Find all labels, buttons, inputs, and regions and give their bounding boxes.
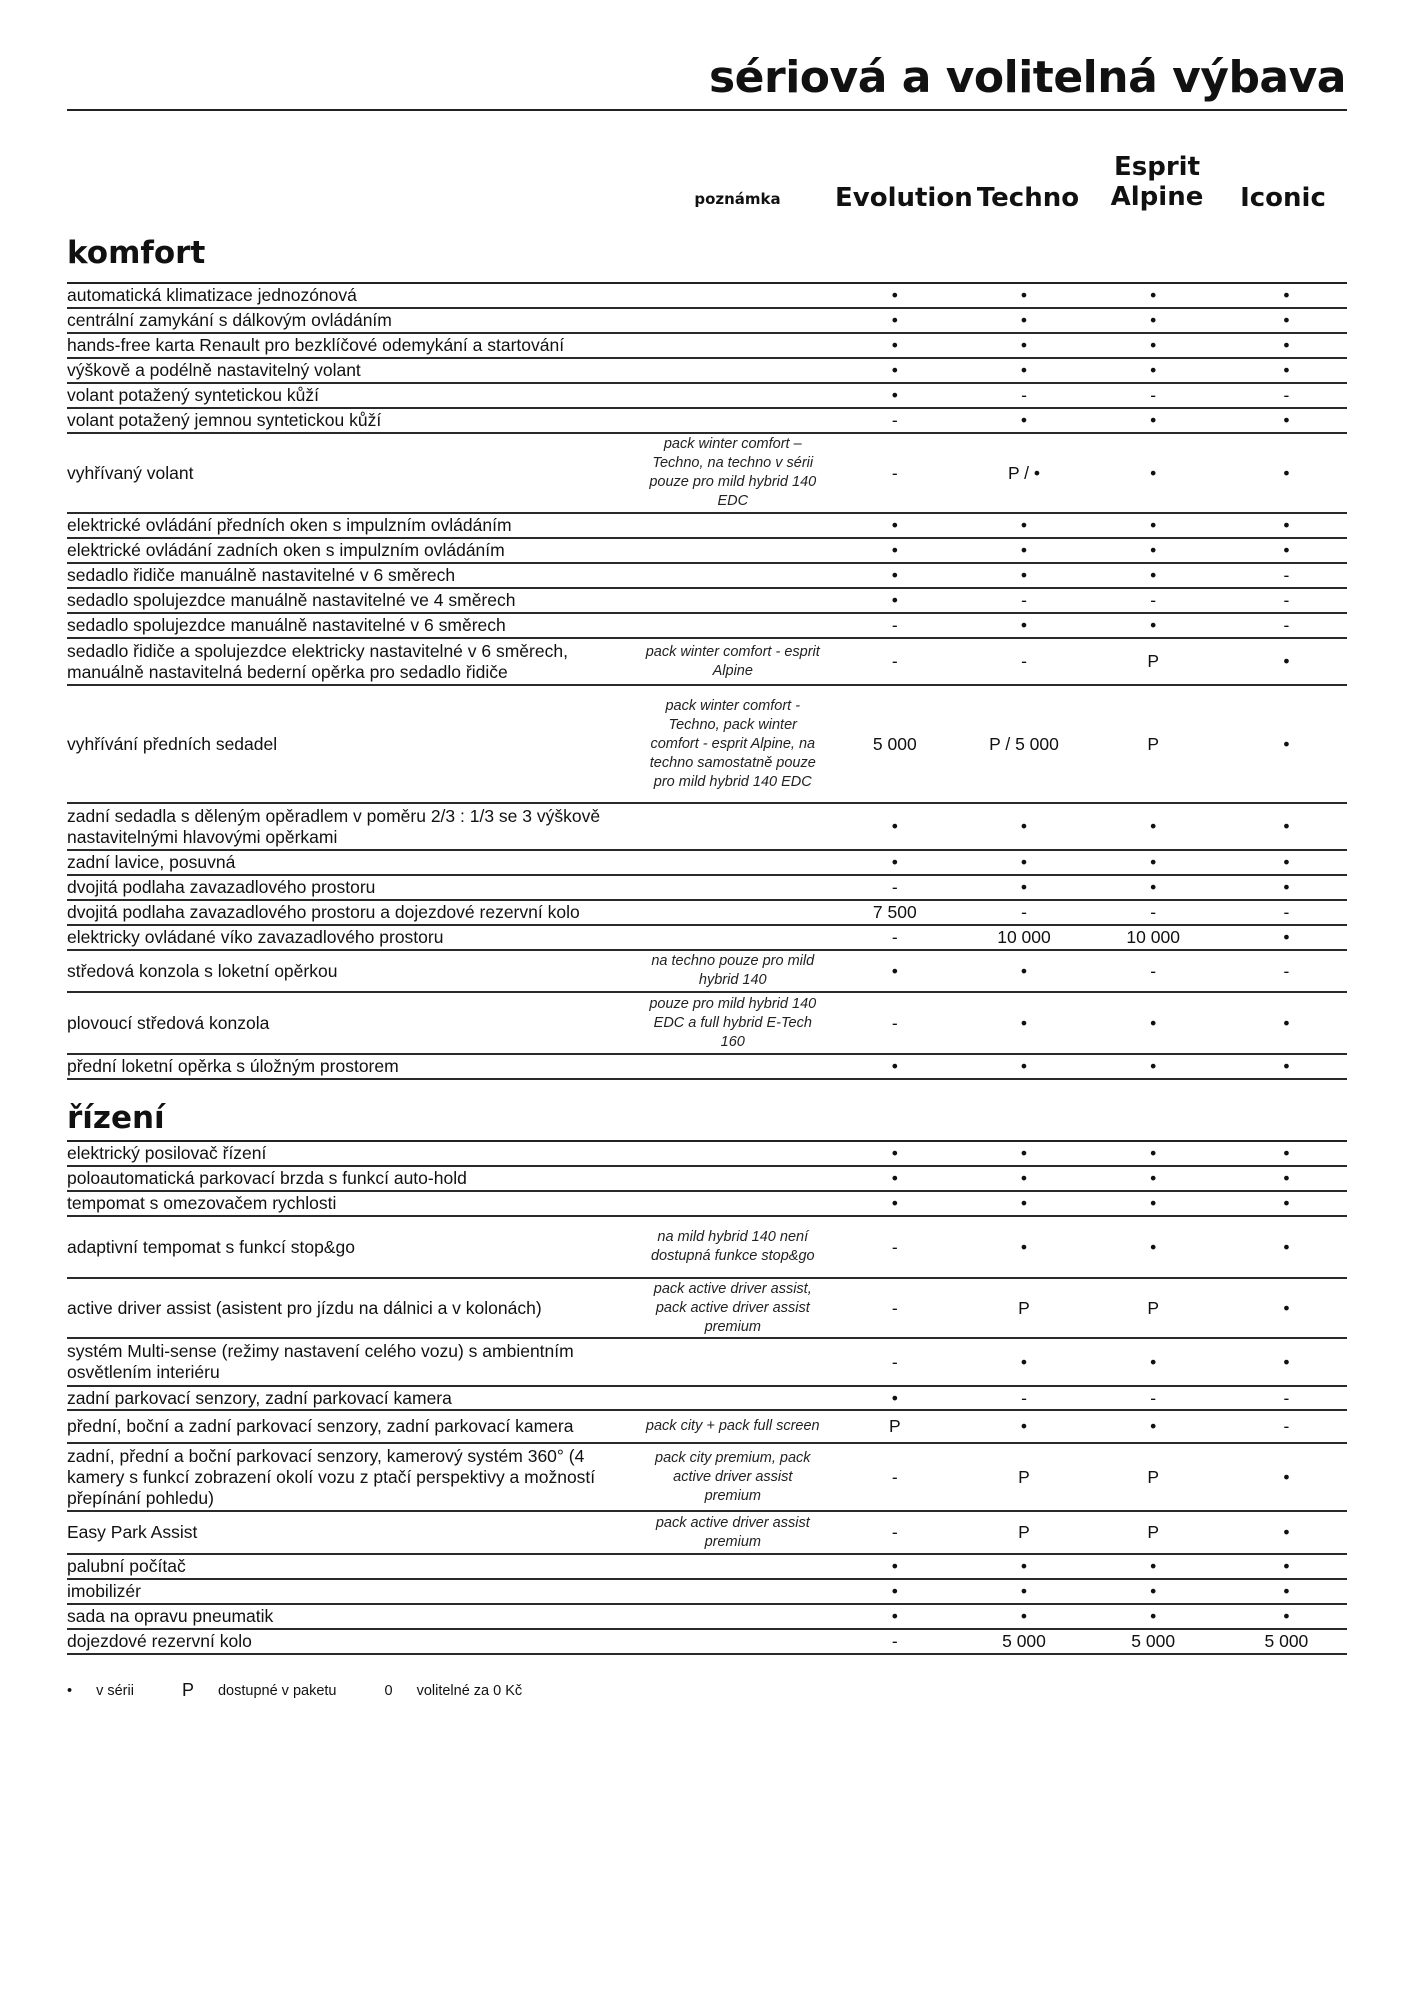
- table-row: [67, 514, 1347, 539]
- value-evolution: •: [891, 1193, 898, 1213]
- value-evolution: P: [888, 1416, 901, 1436]
- table-row: [67, 1444, 1347, 1512]
- feature-name: přední loketní opěrka s úložným prostorem: [67, 1056, 399, 1076]
- feature-name: tempomat s omezovačem rychlosti: [67, 1193, 337, 1213]
- value-techno: •: [1020, 1012, 1028, 1033]
- value-techno: •: [1020, 960, 1028, 981]
- value-esprit-alpine: •: [1150, 1556, 1157, 1576]
- feature-note: na mild hybrid 140 není dostupná funkce stop&go: [650, 1229, 815, 1264]
- value-evolution: -: [891, 877, 898, 897]
- value-esprit-alpine: •: [1150, 462, 1157, 483]
- table-row: [67, 1555, 1347, 1580]
- value-iconic: -: [1283, 1387, 1290, 1408]
- value-esprit-alpine: •: [1150, 565, 1157, 585]
- value-iconic: •: [1283, 1351, 1290, 1372]
- feature-name: sedadlo řidiče a spolujezdce elektricky nastavitelné v 6 směrech, manuálně nastavitelná bederní opěrka pro sedadlo řidiče: [67, 640, 568, 682]
- table-row: [67, 539, 1347, 564]
- value-esprit-alpine: •: [1150, 1012, 1157, 1033]
- feature-name: elektricky ovládané víko zavazadlového prostoru: [67, 927, 444, 947]
- value-evolution: •: [891, 515, 898, 535]
- feature-name: zadní lavice, posuvná: [67, 852, 236, 872]
- feature-name: výškově a podélně nastavitelný volant: [67, 360, 361, 380]
- feature-name: elektrické ovládání předních oken s impulzním ovládáním: [67, 515, 512, 535]
- feature-note: pack active driver assist, pack active driver assist premium: [653, 1280, 812, 1335]
- table-row: [67, 1167, 1347, 1192]
- value-evolution: -: [891, 1351, 898, 1372]
- value-evolution: •: [891, 360, 898, 380]
- feature-name: zadní, přední a boční parkovací senzory, kamerový systém 360° (4 kamery s funkcí zobrazení okolí vozu z ptačí perspektivy a možností přepínání pohledu): [67, 1445, 596, 1508]
- feature-name: centrální zamykání s dálkovým ovládáním: [67, 310, 392, 330]
- feature-name: hands-free karta Renault pro bezklíčové odemykání a startování: [67, 335, 565, 355]
- value-iconic: 5 000: [1264, 1631, 1309, 1651]
- value-evolution: •: [891, 1056, 898, 1076]
- value-techno: •: [1020, 1581, 1028, 1601]
- table-row: [67, 309, 1347, 334]
- value-esprit-alpine: 5 000: [1131, 1631, 1176, 1651]
- legend-symbol-package: P: [181, 1680, 194, 1700]
- value-esprit-alpine: •: [1150, 1416, 1157, 1436]
- feature-name: plovoucí středová konzola: [67, 1012, 270, 1033]
- feature-name: dvojitá podlaha zavazadlového prostoru: [67, 877, 376, 897]
- column-header-line2: Alpine: [1110, 182, 1204, 212]
- value-esprit-alpine: •: [1150, 1581, 1157, 1601]
- value-iconic: •: [1283, 360, 1290, 380]
- value-techno: •: [1020, 1606, 1028, 1626]
- title-divider: [67, 109, 1347, 111]
- value-iconic: -: [1283, 565, 1290, 585]
- column-header-line2: Iconic: [1240, 183, 1326, 213]
- feature-name: sedadlo spolujezdce manuálně nastavitelné v 6 směrech: [67, 615, 506, 635]
- value-esprit-alpine: •: [1150, 877, 1157, 897]
- value-esprit-alpine: -: [1150, 1387, 1157, 1408]
- legend-label-package: dostupné v paketu: [217, 1682, 337, 1699]
- value-iconic: •: [1283, 1168, 1290, 1188]
- value-evolution: •: [891, 1143, 898, 1163]
- value-evolution: •: [891, 385, 898, 405]
- table-row: [67, 951, 1347, 993]
- feature-name: imobilizér: [67, 1581, 141, 1601]
- value-evolution: -: [891, 651, 898, 671]
- feature-name: systém Multi-sense (režimy nastavení celého vozu) s ambientním osvětlením interiéru: [67, 1341, 574, 1382]
- value-esprit-alpine: P: [1147, 1466, 1160, 1487]
- value-evolution: •: [891, 310, 898, 330]
- table-rizeni: [67, 1140, 1347, 1655]
- column-header-techno: [963, 183, 1093, 213]
- value-evolution: •: [891, 540, 898, 560]
- value-techno: •: [1020, 1193, 1028, 1213]
- value-esprit-alpine: •: [1150, 1606, 1157, 1626]
- value-techno: •: [1020, 540, 1028, 560]
- feature-name: vyhřívaný volant: [67, 462, 194, 483]
- value-esprit-alpine: •: [1150, 1351, 1157, 1372]
- value-esprit-alpine: P: [1147, 1522, 1160, 1542]
- column-header-iconic: [1218, 183, 1348, 213]
- value-iconic: •: [1283, 852, 1290, 872]
- table-row: [67, 1279, 1347, 1339]
- table-row: [67, 1217, 1347, 1279]
- value-evolution: -: [891, 1297, 898, 1318]
- feature-name: elektrický posilovač řízení: [67, 1143, 267, 1163]
- value-iconic: •: [1283, 927, 1290, 947]
- value-evolution: •: [891, 1387, 898, 1408]
- value-evolution: •: [891, 590, 898, 610]
- value-iconic: •: [1283, 1556, 1290, 1576]
- value-esprit-alpine: •: [1150, 1168, 1157, 1188]
- table-row: [67, 1580, 1347, 1605]
- table-row: [67, 434, 1347, 514]
- value-evolution: -: [891, 1466, 898, 1487]
- value-esprit-alpine: •: [1150, 310, 1157, 330]
- value-esprit-alpine: -: [1150, 590, 1157, 610]
- value-iconic: -: [1283, 590, 1290, 610]
- feature-note: pack winter comfort – Techno, na techno v sérii pouze pro mild hybrid 140 EDC: [649, 436, 817, 509]
- column-header-line1: Esprit: [1113, 152, 1200, 182]
- value-techno: •: [1020, 410, 1028, 430]
- feature-note: na techno pouze pro mild hybrid 140: [651, 953, 815, 988]
- value-iconic: •: [1283, 410, 1290, 430]
- value-techno: •: [1020, 852, 1028, 872]
- value-techno: •: [1020, 335, 1028, 355]
- feature-name: automatická klimatizace jednozónová: [67, 285, 357, 305]
- feature-name: dojezdové rezervní kolo: [67, 1631, 252, 1651]
- feature-name: dvojitá podlaha zavazadlového prostoru a dojezdové rezervní kolo: [67, 902, 580, 922]
- value-esprit-alpine: •: [1150, 335, 1157, 355]
- feature-name: adaptivní tempomat s funkcí stop&go: [67, 1236, 355, 1257]
- table-row: [67, 876, 1347, 901]
- value-techno: •: [1020, 310, 1028, 330]
- value-esprit-alpine: •: [1150, 410, 1157, 430]
- legend-symbol-free-option: 0: [384, 1682, 393, 1699]
- table-row: [67, 564, 1347, 589]
- value-iconic: •: [1283, 733, 1290, 754]
- value-techno: •: [1020, 1416, 1028, 1436]
- value-techno: -: [1021, 385, 1027, 405]
- feature-note: pack active driver assist premium: [655, 1514, 810, 1550]
- table-row: [67, 901, 1347, 926]
- value-techno: •: [1020, 1143, 1028, 1163]
- value-esprit-alpine: •: [1150, 515, 1157, 535]
- table-row: [67, 614, 1347, 639]
- value-evolution: -: [891, 462, 898, 483]
- value-iconic: •: [1283, 515, 1290, 535]
- feature-note: pack winter comfort - esprit Alpine: [645, 643, 820, 679]
- value-iconic: •: [1283, 877, 1290, 897]
- value-techno: P / 5 000: [989, 733, 1059, 754]
- value-techno: •: [1020, 515, 1028, 535]
- value-evolution: -: [891, 927, 898, 947]
- column-header-line2: Evolution: [835, 183, 973, 213]
- table-row: [67, 1605, 1347, 1630]
- table-row: [67, 686, 1347, 804]
- table-row: [67, 926, 1347, 951]
- feature-name: středová konzola s loketní opěrkou: [67, 960, 338, 981]
- value-techno: •: [1020, 877, 1028, 897]
- table-row: [67, 1339, 1347, 1387]
- feature-name: vyhřívání předních sedadel: [67, 733, 278, 754]
- feature-name: active driver assist (asistent pro jízdu na dálnici a v kolonách): [67, 1297, 542, 1318]
- value-evolution: -: [891, 615, 898, 635]
- feature-note: pack winter comfort - Techno, pack winter comfort - esprit Alpine, na techno samostatně pouze pro mild hybrid 140 EDC: [649, 697, 816, 790]
- table-row: [67, 384, 1347, 409]
- value-evolution: •: [891, 335, 898, 355]
- value-iconic: •: [1283, 651, 1290, 671]
- value-techno: •: [1020, 1556, 1028, 1576]
- value-iconic: •: [1283, 1193, 1290, 1213]
- value-evolution: -: [891, 1631, 898, 1651]
- value-evolution: •: [891, 1556, 898, 1576]
- table-row: [67, 1387, 1347, 1411]
- value-evolution: 5 000: [872, 733, 917, 754]
- value-evolution: •: [891, 1581, 898, 1601]
- value-evolution: -: [891, 1012, 898, 1033]
- table-row: [67, 993, 1347, 1055]
- table-row: [67, 804, 1347, 851]
- value-iconic: •: [1283, 816, 1290, 836]
- table-komfort: [67, 282, 1347, 1080]
- value-iconic: •: [1283, 1522, 1290, 1542]
- value-esprit-alpine: -: [1150, 902, 1157, 922]
- table-row: [67, 851, 1347, 876]
- value-techno: •: [1020, 1168, 1028, 1188]
- value-iconic: -: [1283, 902, 1290, 922]
- value-techno: P / •: [1007, 462, 1041, 483]
- value-esprit-alpine: P: [1147, 1297, 1160, 1318]
- table-row: [67, 1055, 1347, 1080]
- column-header-esprit-alpine: [1092, 152, 1222, 212]
- feature-name: elektrické ovládání zadních oken s impulzním ovládáním: [67, 540, 505, 560]
- value-iconic: •: [1283, 335, 1290, 355]
- feature-name: zadní parkovací senzory, zadní parkovací kamera: [67, 1387, 452, 1408]
- value-evolution: •: [891, 1606, 898, 1626]
- value-evolution: •: [891, 816, 898, 836]
- legend: [67, 1680, 570, 1701]
- value-esprit-alpine: -: [1150, 960, 1157, 981]
- value-iconic: -: [1283, 960, 1290, 981]
- column-header-evolution: [835, 183, 973, 213]
- value-esprit-alpine: P: [1147, 651, 1160, 671]
- table-row: [67, 359, 1347, 384]
- value-iconic: •: [1283, 1606, 1290, 1626]
- section-title-rizeni: řízení: [67, 1100, 165, 1136]
- feature-name: poloautomatická parkovací brzda s funkcí auto-hold: [67, 1168, 467, 1188]
- feature-name: sedadlo řidiče manuálně nastavitelné v 6 směrech: [67, 565, 456, 585]
- value-evolution: •: [891, 1168, 898, 1188]
- value-evolution: 7 500: [872, 902, 917, 922]
- feature-name: palubní počítač: [67, 1556, 186, 1576]
- feature-name: Easy Park Assist: [67, 1522, 198, 1542]
- value-techno: 5 000: [1002, 1631, 1046, 1651]
- value-esprit-alpine: •: [1150, 540, 1157, 560]
- table-row: [67, 1512, 1347, 1555]
- table-row: [67, 1192, 1347, 1217]
- value-iconic: •: [1283, 1466, 1290, 1487]
- value-evolution: •: [891, 960, 898, 981]
- value-esprit-alpine: 10 000: [1126, 927, 1180, 947]
- value-esprit-alpine: •: [1150, 1236, 1157, 1257]
- legend-label-standard: v sérii: [96, 1682, 134, 1699]
- value-esprit-alpine: •: [1150, 1143, 1157, 1163]
- value-iconic: •: [1283, 310, 1290, 330]
- legend-symbol-standard: •: [67, 1682, 73, 1699]
- table-row: [67, 1411, 1347, 1444]
- value-esprit-alpine: P: [1147, 733, 1160, 754]
- value-iconic: •: [1283, 462, 1290, 483]
- feature-name: volant potažený jemnou syntetickou kůží: [67, 410, 382, 430]
- table-row: [67, 409, 1347, 434]
- value-techno: -: [1021, 902, 1027, 922]
- value-techno: -: [1021, 651, 1027, 671]
- value-techno: •: [1020, 360, 1028, 380]
- value-esprit-alpine: •: [1150, 1193, 1157, 1213]
- value-iconic: •: [1283, 1581, 1290, 1601]
- value-esprit-alpine: •: [1150, 816, 1157, 836]
- page-title: sériová a volitelná výbava: [708, 52, 1346, 103]
- feature-name: sedadlo spolujezdce manuálně nastavitelné ve 4 směrech: [67, 590, 516, 610]
- value-techno: •: [1020, 565, 1028, 585]
- value-techno: •: [1020, 615, 1028, 635]
- value-iconic: •: [1283, 1143, 1290, 1163]
- section-title-komfort: komfort: [67, 235, 206, 271]
- value-iconic: -: [1283, 1416, 1290, 1436]
- value-esprit-alpine: •: [1150, 360, 1157, 380]
- value-iconic: -: [1283, 615, 1290, 635]
- value-esprit-alpine: •: [1150, 852, 1157, 872]
- table-row: [67, 284, 1347, 309]
- value-techno: P: [1018, 1466, 1030, 1487]
- value-esprit-alpine: •: [1150, 615, 1157, 635]
- feature-name: přední, boční a zadní parkovací senzory, zadní parkovací kamera: [67, 1416, 574, 1436]
- value-evolution: •: [891, 852, 898, 872]
- value-iconic: •: [1283, 1297, 1290, 1318]
- table-row: [67, 1630, 1347, 1655]
- value-iconic: -: [1283, 385, 1290, 405]
- table-row: [67, 334, 1347, 359]
- value-techno: •: [1020, 816, 1028, 836]
- feature-note: pack city + pack full screen: [645, 1418, 820, 1434]
- value-techno: 10 000: [997, 927, 1051, 947]
- value-evolution: -: [891, 1522, 898, 1542]
- value-evolution: •: [891, 285, 898, 305]
- feature-name: volant potažený syntetickou kůží: [67, 385, 319, 405]
- value-techno: -: [1021, 590, 1027, 610]
- feature-note: pouze pro mild hybrid 140 EDC a full hybrid E-Tech 160: [649, 995, 817, 1050]
- value-evolution: -: [891, 1236, 898, 1257]
- feature-note: pack city premium, pack active driver assist premium: [655, 1449, 811, 1504]
- feature-name: zadní sedadla s děleným opěradlem v poměru 2/3 : 1/3 se 3 výškově nastavitelnými hlavovými opěrkami: [67, 805, 601, 847]
- value-esprit-alpine: •: [1150, 1056, 1157, 1076]
- value-techno: P: [1018, 1297, 1030, 1318]
- value-techno: P: [1018, 1522, 1030, 1542]
- value-esprit-alpine: •: [1150, 285, 1157, 305]
- value-iconic: •: [1283, 1012, 1290, 1033]
- value-techno: •: [1020, 1351, 1028, 1372]
- value-iconic: •: [1283, 540, 1290, 560]
- value-iconic: •: [1283, 285, 1290, 305]
- column-header-line2: Techno: [976, 183, 1080, 213]
- value-iconic: •: [1283, 1056, 1290, 1076]
- table-row: [67, 1142, 1347, 1167]
- value-techno: •: [1020, 285, 1028, 305]
- value-techno: -: [1021, 1387, 1027, 1408]
- table-row: [67, 589, 1347, 614]
- value-iconic: •: [1283, 1236, 1290, 1257]
- value-techno: •: [1020, 1236, 1028, 1257]
- feature-name: sada na opravu pneumatik: [67, 1606, 274, 1626]
- value-esprit-alpine: -: [1150, 385, 1157, 405]
- legend-label-free-option: volitelné za 0 Kč: [416, 1682, 523, 1699]
- value-techno: •: [1020, 1056, 1028, 1076]
- value-evolution: -: [891, 410, 898, 430]
- value-evolution: •: [891, 565, 898, 585]
- table-row: [67, 639, 1347, 686]
- column-header-note: poznámka: [694, 190, 781, 208]
